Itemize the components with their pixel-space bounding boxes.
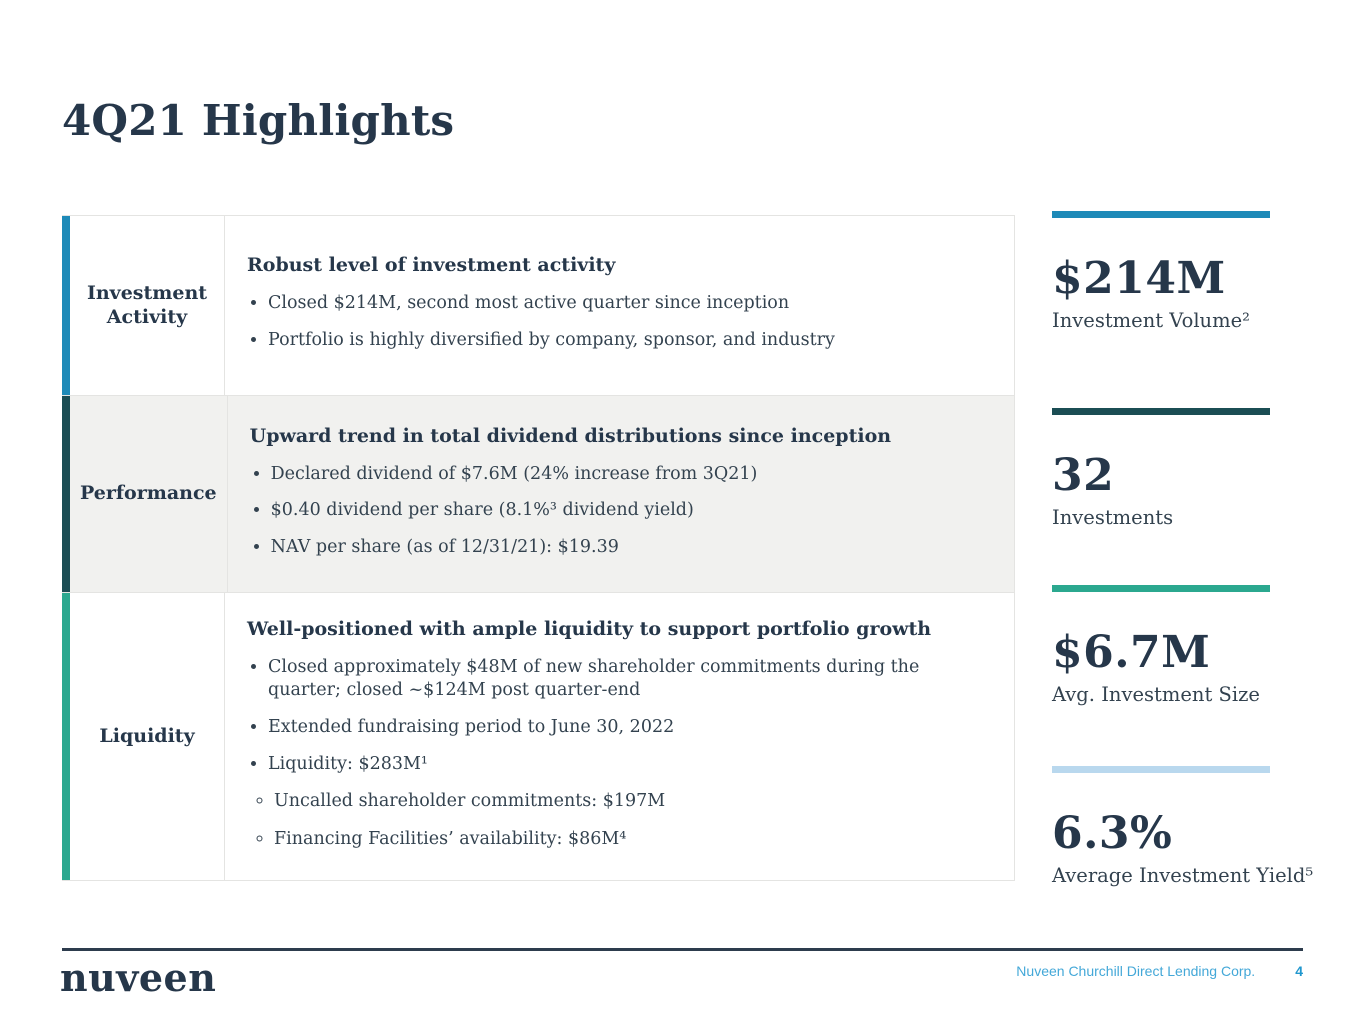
footer-right: [1016, 963, 1303, 979]
bullet-list: [247, 279, 996, 352]
table-row-investment-activity: [62, 216, 1015, 396]
highlights-table: [62, 215, 1015, 881]
stat-avg-investment-size: [1052, 585, 1270, 706]
stat-accent-bar: [1052, 408, 1270, 415]
row-label-investment-activity: Investment Activity: [70, 216, 225, 395]
liquidity-accent-bar: [62, 593, 70, 880]
bullet-item: • Declared dividend of $7.6M (24% increase from 3Q21): [271, 463, 996, 487]
row-heading: Robust level of investment activity: [247, 254, 616, 277]
sub-bullet-list: [247, 776, 996, 851]
row-content-performance: [228, 396, 1014, 592]
page-title: 4Q21 Highlights: [62, 96, 455, 146]
bullet-item: • Closed $214M, second most active quarter since inception: [268, 292, 996, 316]
stat-value: 32: [1052, 450, 1115, 501]
sub-bullet-item: ◦ Financing Facilities’ availability: $86M⁴: [274, 828, 996, 852]
performance-accent-bar: [62, 396, 70, 592]
row-label-performance: Performance: [70, 396, 228, 592]
stat-average-investment-yield: [1052, 766, 1314, 887]
stat-value: $6.7M: [1052, 627, 1211, 678]
footer-company-name: Nuveen Churchill Direct Lending Corp.: [1016, 963, 1256, 979]
row-heading: Well-positioned with ample liquidity to support portfolio growth: [247, 617, 932, 640]
bullet-item: • Portfolio is highly diversified by company, sponsor, and industry: [268, 329, 996, 353]
bullet-list: [247, 643, 996, 777]
row-heading: Upward trend in total dividend distributions since inception: [249, 424, 892, 447]
page-number: 4: [1295, 963, 1303, 979]
stat-label: Average Investment Yield⁵: [1052, 864, 1314, 887]
footer-divider: [62, 948, 1303, 951]
row-content-liquidity: [225, 593, 1014, 880]
stat-label: Investments: [1052, 506, 1174, 529]
table-row-liquidity: [62, 593, 1015, 881]
stat-label: Investment Volume²: [1052, 309, 1250, 332]
stat-label: Avg. Investment Size: [1052, 683, 1260, 706]
stat-accent-bar: [1052, 585, 1270, 592]
bullet-item: • Extended fundraising period to June 30, 2022: [268, 716, 996, 740]
bullet-item: • $0.40 dividend per share (8.1%³ dividend yield): [271, 499, 996, 523]
bullet-item: • Closed approximately $48M of new shareholder commitments during the quarter; closed ~$124M post quarter-end: [268, 656, 996, 703]
stat-accent-bar: [1052, 211, 1270, 218]
bullet-list: [250, 450, 996, 560]
table-row-performance: [62, 396, 1015, 593]
stat-accent-bar: [1052, 766, 1270, 773]
bullet-item: • Liquidity: $283M¹: [268, 753, 996, 777]
stat-value: 6.3%: [1052, 808, 1173, 859]
investment-activity-accent-bar: [62, 216, 70, 395]
stat-value: $214M: [1052, 253, 1226, 304]
stat-investments-count: [1052, 408, 1270, 529]
row-label-liquidity: Liquidity: [70, 593, 225, 880]
nuveen-logo: nuveen: [60, 955, 217, 1000]
sub-bullet-item: ◦ Uncalled shareholder commitments: $197M: [274, 790, 996, 814]
bullet-item: • NAV per share (as of 12/31/21): $19.39: [271, 536, 996, 560]
row-content-investment-activity: [225, 216, 1014, 395]
stat-investment-volume: [1052, 211, 1270, 332]
